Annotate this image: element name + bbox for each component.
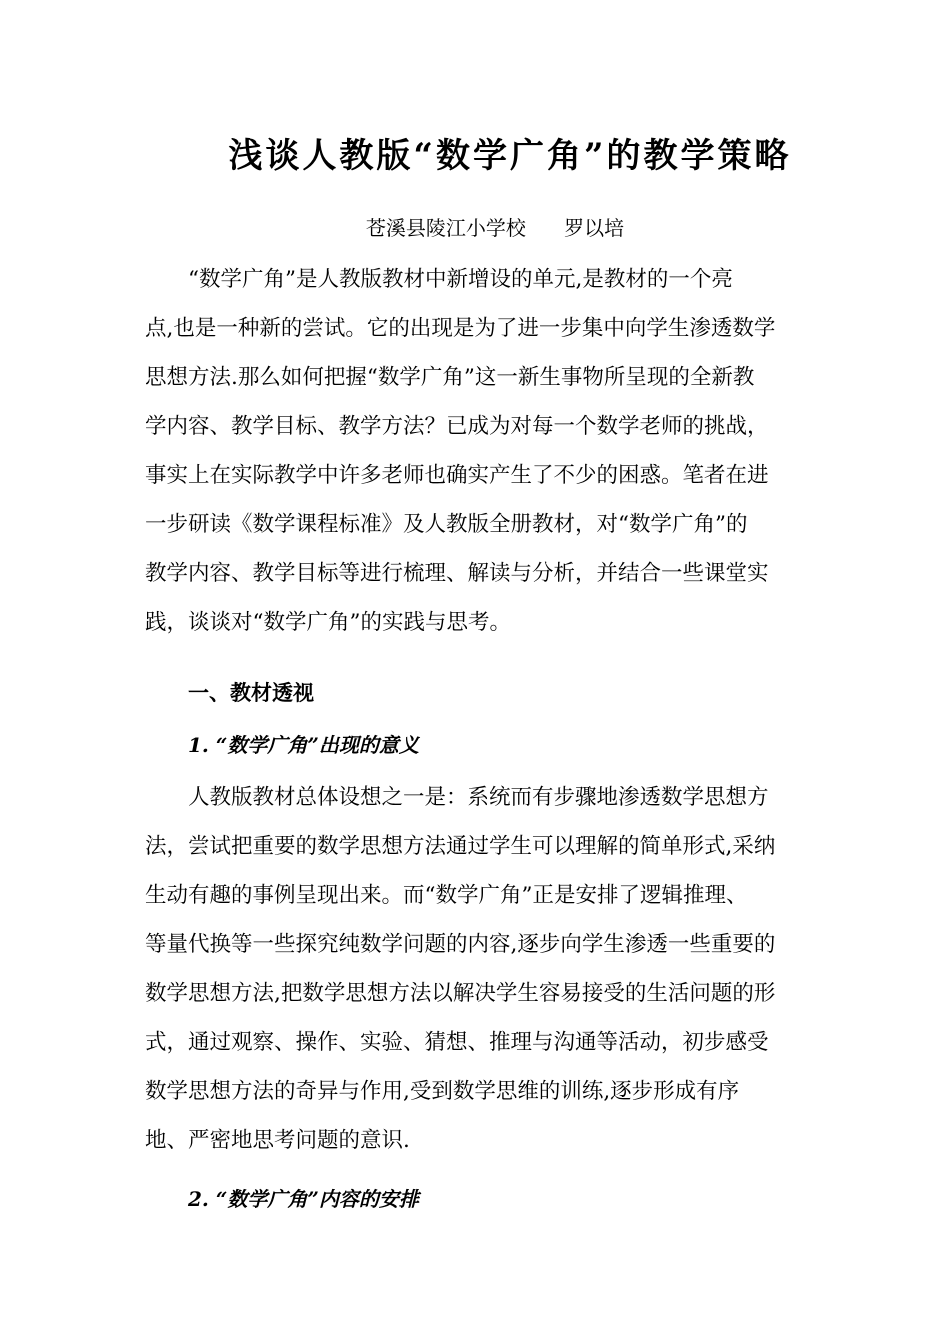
- paragraph-line: 思想方法.那么如何把握“数学广角”这一新生事物所呈现的全新教: [145, 365, 755, 390]
- document-title: 浅谈人教版“数学广角”的教学策略: [228, 136, 792, 176]
- author-line: 苍溪县陵江小学校 罗以培: [365, 216, 625, 240]
- paragraph-line: 生动有趣的事例呈现出来。而“数学广角”正是安排了逻辑推理、: [145, 883, 748, 908]
- intro-paragraph: [145, 255, 805, 647]
- paragraph-line: 人教版教材总体设想之一是：系统而有步骤地渗透数学思想方: [188, 785, 769, 810]
- subsection-heading: 2. “数学广角”内容的安排: [188, 1187, 419, 1211]
- paragraph-line: 点,也是一种新的尝试。它的出现是为了进一步集中向学生渗透数学: [145, 316, 776, 341]
- paragraph-line: 法，尝试把重要的数学思想方法通过学生可以理解的简单形式,采纳: [145, 834, 776, 859]
- paragraph-line: 事实上在实际教学中许多老师也确实产生了不少的困惑。笔者在进: [145, 463, 769, 488]
- paragraph-line: 地、严密地思考问题的意识.: [145, 1128, 410, 1153]
- paragraph-line: 数学思想方法的奇异与作用,受到数学思维的训练,逐步形成有序: [145, 1079, 740, 1104]
- paragraph-line: 教学内容、教学目标等进行梳理、解读与分析，并结合一些课堂实: [145, 561, 769, 586]
- paragraph-line: 等量代换等一些探究纯数学问题的内容,逐步向学生渗透一些重要的: [145, 932, 776, 957]
- subsection-heading: 1. “数学广角”出现的意义: [188, 733, 419, 757]
- paragraph-line: 一步研读《数学课程标准》及人教版全册教材，对“数学广角”的: [145, 512, 748, 537]
- paragraph-line: 数学思想方法,把数学思想方法以解决学生容易接受的生活问题的形: [145, 981, 776, 1006]
- section-heading: 一、教材透视: [188, 681, 314, 705]
- paragraph-line: “数学广角”是人教版教材中新增设的单元,是教材的一个亮: [188, 267, 733, 292]
- section1-paragraph: [145, 773, 805, 1165]
- paragraph-line: 式，通过观察、操作、实验、猜想、推理与沟通等活动，初步感受: [145, 1030, 769, 1055]
- paragraph-line: 践，谈谈对“数学广角”的实践与思考。: [145, 610, 511, 635]
- paragraph-line: 学内容、教学目标、教学方法？已成为对每一个数学老师的挑战，: [145, 414, 769, 439]
